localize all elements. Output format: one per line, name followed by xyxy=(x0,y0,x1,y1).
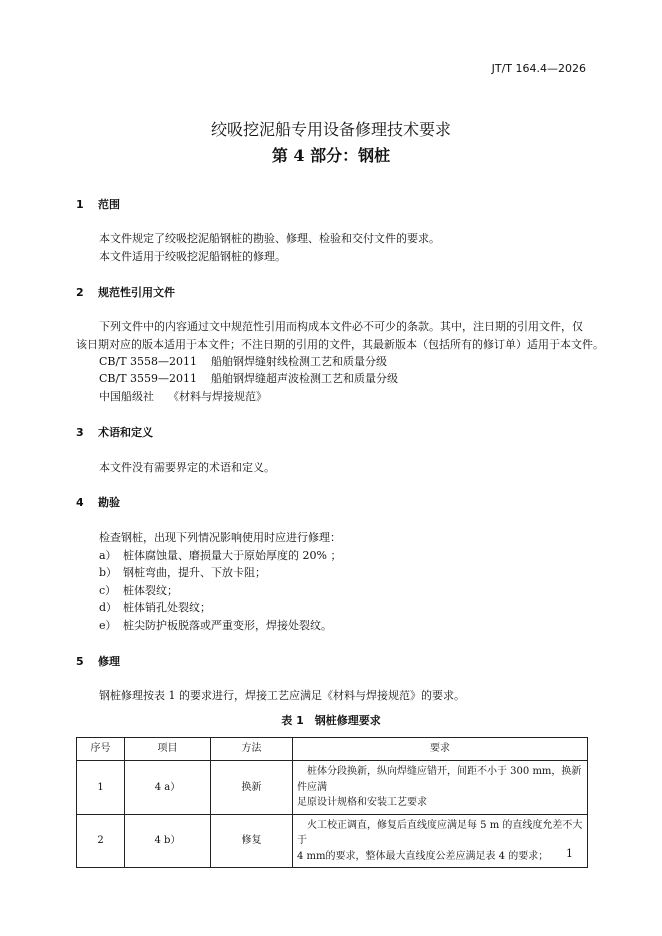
reference-title: 船舶钢焊缝射线检测工艺和质量分级 xyxy=(211,355,388,368)
section-title: 范围 xyxy=(98,198,120,211)
table-cell-requirement xyxy=(293,761,588,815)
section-title: 修理 xyxy=(98,655,120,668)
reference-code: 中国船级社 xyxy=(99,390,154,403)
table-cell-no: 2 xyxy=(77,814,125,868)
table-row xyxy=(77,761,588,815)
table-row xyxy=(77,814,588,868)
requirement-line: 桩体分段换新，纵向焊缝应错开，间距不小于 300 mm，换新件应满 xyxy=(297,766,582,793)
reference-title: 《材料与焊接规范》 xyxy=(168,390,267,403)
section-number: 2 xyxy=(76,286,84,299)
paragraph: 检查钢桩，出现下列情况影响使用时应进行修理： xyxy=(99,531,341,544)
reference-item xyxy=(99,353,387,369)
list-label: b） xyxy=(99,566,118,579)
list-item xyxy=(99,547,341,563)
list-label: e） xyxy=(99,619,117,632)
list-label: c） xyxy=(99,584,117,597)
reference-item xyxy=(99,370,398,386)
table-header-cell: 要求 xyxy=(293,738,588,761)
section-title: 勘验 xyxy=(98,496,120,509)
paragraph: 下列文件中的内容通过文中规范性引用而构成本文件必不可少的条款。其中，注日期的引用文件，仅 xyxy=(99,320,583,333)
section-number: 5 xyxy=(76,655,84,668)
list-item xyxy=(99,617,332,633)
section-number: 3 xyxy=(76,426,84,439)
table-cell-item: 4 a） xyxy=(125,761,211,815)
table-header-row xyxy=(77,738,588,761)
paragraph: 钢桩修理按表 1 的要求进行，焊接工艺应满足《材料与焊接规范》的要求。 xyxy=(99,689,465,702)
list-label: d） xyxy=(99,601,118,614)
reference-item xyxy=(99,388,267,404)
section-heading-5 xyxy=(76,653,120,669)
paragraph: 本文件规定了绞吸挖泥船钢桩的勘验、修理、检验和交付文件的要求。 xyxy=(99,232,440,245)
document-id: JT/T 164.4—2026 xyxy=(491,62,586,75)
table-cell-method: 修复 xyxy=(211,814,293,868)
document-subtitle: 第 4 部分：钢桩 xyxy=(271,146,391,165)
section-number: 1 xyxy=(76,198,84,211)
list-text: 桩体裂纹； xyxy=(123,584,178,597)
section-number: 4 xyxy=(76,496,84,509)
list-item xyxy=(99,564,266,580)
list-item xyxy=(99,582,178,598)
section-title: 规范性引用文件 xyxy=(98,286,175,299)
list-text: 桩体销孔处裂纹； xyxy=(123,601,211,614)
section-title: 术语和定义 xyxy=(98,426,153,439)
paragraph: 该日期对应的版本适用于本文件；不注日期的引用的文件，其最新版本（包括所有的修订单）适用于本文件。 xyxy=(76,338,604,351)
reference-title: 船舶钢焊缝超声波检测工艺和质量分级 xyxy=(211,372,399,385)
table-header-cell: 项目 xyxy=(125,738,211,761)
section-heading-2 xyxy=(76,284,175,300)
list-item xyxy=(99,599,211,615)
table-cell-method: 换新 xyxy=(211,761,293,815)
reference-code: CB/T 3559—2011 xyxy=(99,372,198,385)
table-cell-requirement xyxy=(293,814,588,868)
requirement-line: 火工校正调直，修复后直线度应满足每 5 m 的直线度允差不大于 xyxy=(297,819,583,846)
paragraph: 本文件适用于绞吸挖泥船钢桩的修理。 xyxy=(99,250,286,263)
requirement-line: 4 mm的要求，整体最大直线度公差应满足表 4 的要求； xyxy=(297,850,549,862)
table-cell-no: 1 xyxy=(77,761,125,815)
list-label: a） xyxy=(99,549,117,562)
table-header-cell: 序号 xyxy=(77,738,125,761)
repair-requirements-table xyxy=(76,737,588,868)
section-heading-3 xyxy=(76,424,153,440)
table-caption: 表 1 钢桩修理要求 xyxy=(281,714,381,727)
section-heading-1 xyxy=(76,196,120,212)
table-cell-item: 4 b） xyxy=(125,814,211,868)
table-header-cell: 方法 xyxy=(211,738,293,761)
list-text: 桩体腐蚀量、磨损量大于原始厚度的 20% ； xyxy=(123,549,342,562)
reference-code: CB/T 3558—2011 xyxy=(99,355,198,368)
list-text: 桩尖防护板脱落或严重变形，焊接处裂纹。 xyxy=(123,619,332,632)
section-heading-4 xyxy=(76,494,120,510)
page-number: 1 xyxy=(566,847,573,860)
paragraph: 本文件没有需要界定的术语和定义。 xyxy=(99,461,275,474)
requirement-line: 足原设计规格和安装工艺要求 xyxy=(297,797,427,808)
list-text: 钢桩弯曲，提升、下放卡阻； xyxy=(123,566,266,579)
document-title: 绞吸挖泥船专用设备修理技术要求 xyxy=(210,120,451,139)
